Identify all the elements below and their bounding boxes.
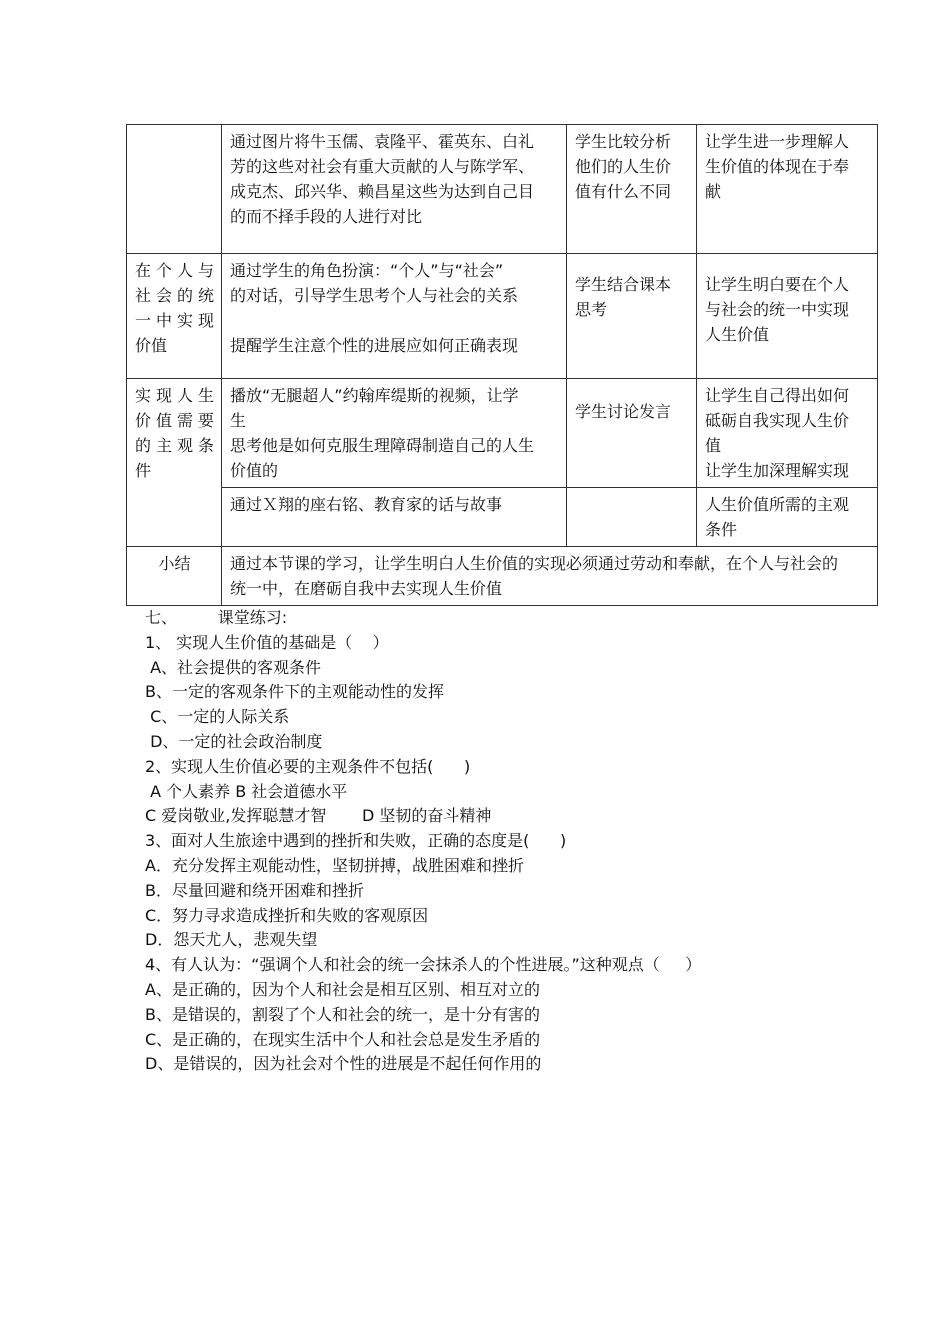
cell-section bbox=[127, 254, 222, 379]
text-line: 播放“无腿超人”约翰库缇斯的视频，让学 bbox=[230, 386, 519, 405]
question-4: 4、有人认为：“强调个人和社会的统一会抹杀人的个性进展。”这种观点（ ） bbox=[145, 955, 702, 975]
text-line: 让学生自己得出如何 bbox=[705, 386, 850, 405]
text-line: 芳的这些对社会有重大贡献的人与陈学军、 bbox=[230, 157, 535, 176]
option-line: C、一定的人际关系 bbox=[145, 707, 290, 727]
exercise-heading: 七、 课堂练习: bbox=[145, 608, 288, 627]
text-line: 通过本节课的学习，让学生明白人生价值的实现必须通过劳动和奉献，在个人与社会的 bbox=[230, 554, 839, 573]
cell-teacher-activity bbox=[222, 254, 567, 379]
option-line: C 爱岗敬业,发挥聪慧才智 D 坚韧的奋斗精神 bbox=[145, 806, 492, 826]
table-row bbox=[127, 488, 878, 547]
text-line: 他们的人生价 bbox=[575, 157, 672, 176]
text-line: 提醒学生注意个性的进展应如何正确表现 bbox=[230, 336, 519, 355]
text-line: 人生价值所需的主观 bbox=[705, 495, 850, 514]
option-line: A．充分发挥主观能动性，坚韧拼搏，战胜困难和挫折 bbox=[145, 855, 524, 875]
text-line: 思考他是如何克服生理障碍制造自己的人生 bbox=[230, 436, 535, 455]
text-line: 让学生加深理解实现 bbox=[705, 461, 850, 480]
option-line: A 个人素养 B 社会道德水平 bbox=[145, 781, 348, 801]
text-line: 思考 bbox=[575, 300, 608, 319]
option-line: D、一定的社会政治制度 bbox=[145, 731, 323, 751]
option-line: D．怨天尤人，悲观失望 bbox=[145, 930, 318, 950]
text-line: 的主观条 bbox=[135, 436, 214, 455]
cell-section bbox=[127, 125, 222, 254]
option-line: B、是错误的，割裂了个人和社会的统一，是十分有害的 bbox=[145, 1004, 540, 1024]
cell-student-activity bbox=[567, 254, 697, 379]
cell-summary-text bbox=[222, 547, 878, 606]
text-line: 一中实现 bbox=[135, 311, 214, 330]
text-line: 统一中，在磨砺自我中去实现人生价值 bbox=[230, 579, 503, 598]
option-line: A、社会提供的客观条件 bbox=[145, 657, 322, 677]
text-line: 通过学生的角色扮演：“个人”与“社会” bbox=[230, 261, 504, 280]
text-line: 值有什么不同 bbox=[575, 182, 672, 201]
option-line: B、一定的客观条件下的主观能动性的发挥 bbox=[145, 682, 444, 702]
text-line: 让学生进一步理解人 bbox=[705, 132, 850, 151]
text-line: 的对话，引导学生思考个人与社会的关系 bbox=[230, 286, 519, 305]
text-line: 献 bbox=[705, 182, 722, 201]
cell-teacher-activity bbox=[222, 125, 567, 254]
text-line: 条件 bbox=[705, 520, 738, 539]
text-line: 价值需要 bbox=[135, 411, 214, 430]
text-line: 通过图片将牛玉儒、袁隆平、霍英东、白礼 bbox=[230, 132, 535, 151]
option-line: B．尽量回避和绕开困难和挫折 bbox=[145, 880, 364, 900]
option-line: A、是正确的，因为个人和社会是相互区别、相互对立的 bbox=[145, 979, 540, 999]
table-row bbox=[127, 125, 878, 254]
text-line: 学生结合课本 bbox=[575, 275, 672, 294]
text-line: 件 bbox=[135, 461, 152, 480]
text-line: 实现人生 bbox=[135, 386, 214, 405]
text-line: 价值 bbox=[135, 336, 168, 355]
question-3: 3、面对人生旅途中遇到的挫折和失败，正确的态度是( ) bbox=[145, 831, 567, 851]
classroom-exercises bbox=[145, 606, 701, 1077]
table-row bbox=[127, 379, 878, 488]
cell-design-intent bbox=[697, 125, 878, 254]
cell-design-intent bbox=[697, 254, 878, 379]
text-line: 砥砺自我实现人生价 bbox=[705, 411, 850, 430]
cell-section bbox=[127, 379, 222, 547]
text-line: 价值的 bbox=[230, 461, 279, 480]
text-line: 值 bbox=[705, 436, 722, 455]
text-line: 让学生明白要在个人 bbox=[705, 275, 850, 294]
text-line: 人生价值 bbox=[705, 325, 770, 344]
text-line: 学生比较分析 bbox=[575, 132, 672, 151]
text-line: 的而不择手段的人进行对比 bbox=[230, 207, 423, 226]
text-line: 在个人与 bbox=[135, 261, 214, 280]
question-1: 1、 实现人生价值的基础是（ ） bbox=[145, 632, 389, 652]
text-line: 社会的统 bbox=[135, 286, 214, 305]
question-2: 2、实现人生价值必要的主观条件不包括( ) bbox=[145, 756, 471, 776]
text-line: 与社会的统一中实现 bbox=[705, 300, 850, 319]
cell-section-summary: 小结 bbox=[127, 547, 222, 606]
text-line: 生 bbox=[230, 411, 247, 430]
cell-student-activity: 学生讨论发言 bbox=[567, 379, 697, 488]
cell-design-intent bbox=[697, 379, 878, 488]
text-line: 成克杰、邱兴华、赖昌星这些为达到自己目 bbox=[230, 182, 535, 201]
cell-student-activity bbox=[567, 488, 697, 547]
option-line: D、是错误的，因为社会对个性的进展是不起任何作用的 bbox=[145, 1054, 542, 1074]
table-row bbox=[127, 547, 878, 606]
cell-teacher-activity bbox=[222, 379, 567, 488]
cell-teacher-activity: 通过Ｘ翔的座右铭、教育家的话与故事 bbox=[222, 488, 567, 547]
option-line: C、是正确的，在现实生活中个人和社会总是发生矛盾的 bbox=[145, 1029, 541, 1049]
cell-design-intent bbox=[697, 488, 878, 547]
option-line: C．努力寻求造成挫折和失败的客观原因 bbox=[145, 905, 429, 925]
lesson-plan-table bbox=[126, 124, 878, 606]
text-line: 生价值的体现在于奉 bbox=[705, 157, 850, 176]
cell-student-activity bbox=[567, 125, 697, 254]
table-row bbox=[127, 254, 878, 379]
